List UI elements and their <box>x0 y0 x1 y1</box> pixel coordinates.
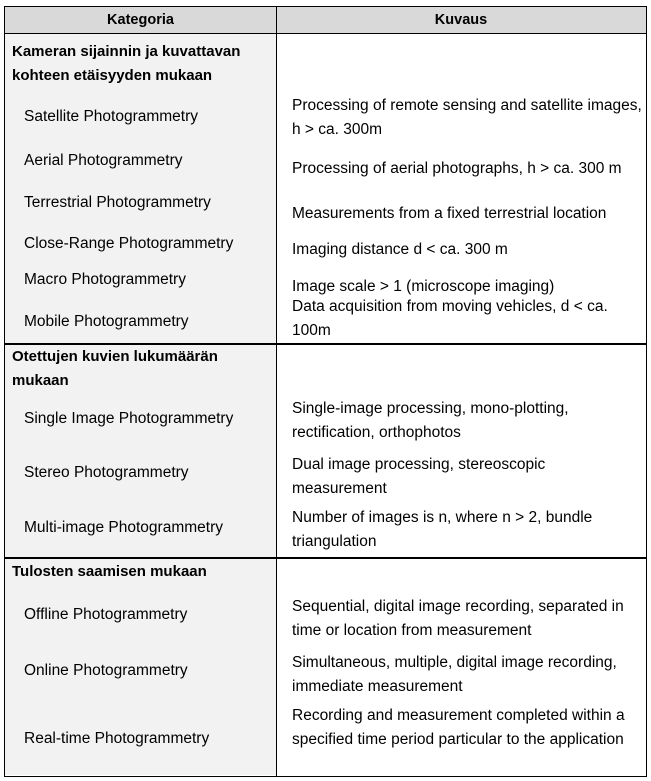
column-divider <box>276 7 277 776</box>
category-stereo: Stereo Photogrammetry <box>24 464 189 481</box>
description-offline: Sequential, digital image recording, separated in time or location from measurement <box>292 598 624 639</box>
category-macro: Macro Photogrammetry <box>24 271 186 288</box>
description-mobile: Data acquisition from moving vehicles, d < ca. 100m <box>292 298 608 339</box>
description-multi-image: Number of images is n, where n > 2, bundle triangulation <box>292 509 593 550</box>
category-multi-image: Multi-image Photogrammetry <box>24 519 223 536</box>
description-satellite: Processing of remote sensing and satellite images, h > ca. 300m <box>292 97 642 138</box>
description-single-image: Single-image processing, mono-plotting, rectification, orthophotos <box>292 400 569 441</box>
category-terrestrial: Terrestrial Photogrammetry <box>24 194 211 211</box>
category-close-range: Close-Range Photogrammetry <box>24 235 234 252</box>
description-terrestrial: Measurements from a fixed terrestrial location <box>292 205 607 222</box>
category-mobile: Mobile Photogrammetry <box>24 313 189 330</box>
category-single-image: Single Image Photogrammetry <box>24 410 234 427</box>
description-close-range: Imaging distance d < ca. 300 m <box>292 241 508 258</box>
description-macro: Image scale > 1 (microscope imaging) <box>292 278 555 295</box>
category-satellite: Satellite Photogrammetry <box>24 108 199 125</box>
header-kategoria: Kategoria <box>107 12 174 28</box>
description-aerial: Processing of aerial photographs, h > ca. 300 m <box>292 160 622 177</box>
section-title-3: Tulosten saamisen mukaan <box>12 563 207 580</box>
section-divider-3 <box>5 557 646 559</box>
section-title-2: Otettujen kuvien lukumäärän mukaan <box>12 348 218 389</box>
header-kuvaus: Kuvaus <box>434 12 488 28</box>
category-online: Online Photogrammetry <box>24 662 188 679</box>
header-divider <box>5 33 646 34</box>
photogrammetry-table <box>4 6 647 777</box>
category-real-time: Real-time Photogrammetry <box>24 730 210 747</box>
category-aerial: Aerial Photogrammetry <box>24 152 183 169</box>
category-offline: Offline Photogrammetry <box>24 606 188 623</box>
description-online: Simultaneous, multiple, digital image recording, immediate measurement <box>292 654 617 695</box>
description-stereo: Dual image processing, stereoscopic measurement <box>292 456 546 497</box>
section-title-1: Kameran sijainnin ja kuvattavan kohteen etäisyyden mukaan <box>12 43 241 84</box>
description-real-time: Recording and measurement completed within a specified time period particular to the application <box>292 707 625 748</box>
